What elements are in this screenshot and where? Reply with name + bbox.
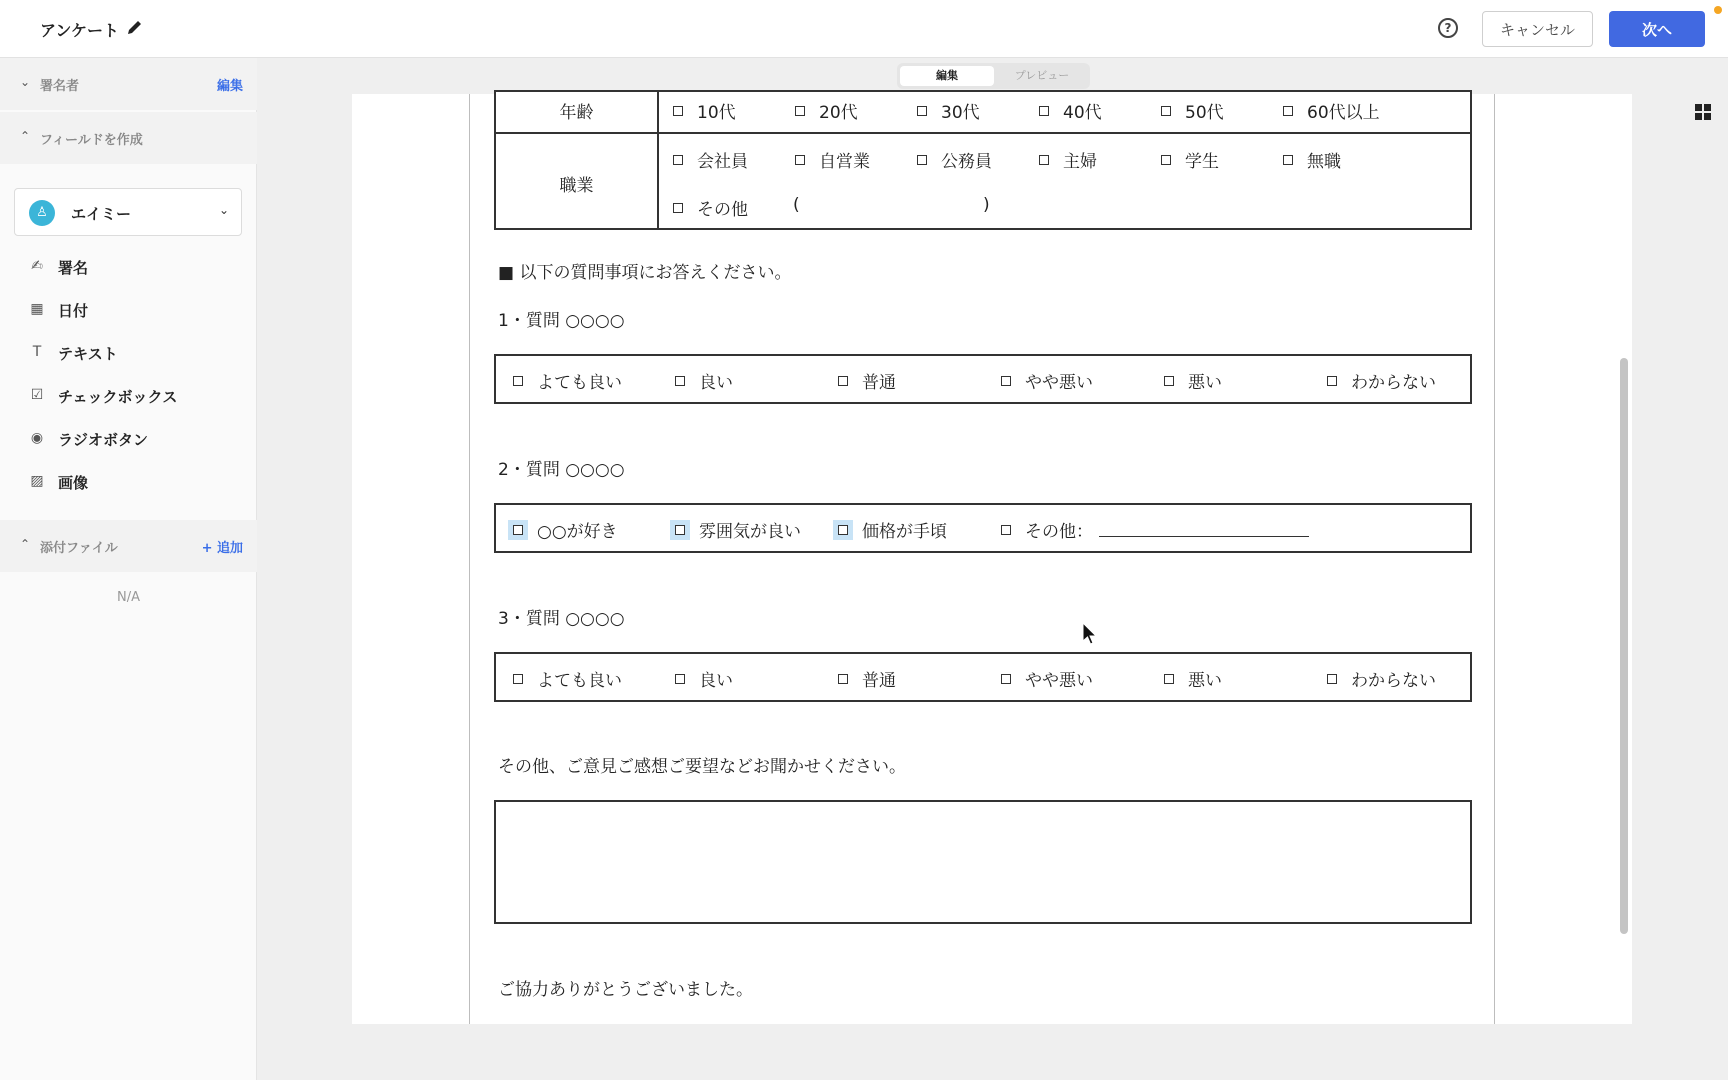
checkbox-icon bbox=[838, 525, 848, 535]
age-label: 年齢 bbox=[559, 103, 594, 123]
question-1-box bbox=[494, 354, 1472, 404]
mouse-cursor-icon bbox=[1082, 622, 1098, 646]
field-type-image[interactable] bbox=[28, 467, 238, 497]
q3-option[interactable]: わからない bbox=[1327, 666, 1436, 691]
field-type-label: 画像 bbox=[58, 474, 89, 492]
q3-option[interactable]: よても良い bbox=[513, 666, 622, 691]
occupation-other-option[interactable]: その他 bbox=[673, 195, 748, 220]
field-type-date[interactable] bbox=[28, 295, 238, 325]
age-option[interactable]: 60代以上 bbox=[1283, 98, 1380, 123]
signer-avatar: ♙ bbox=[29, 200, 55, 226]
checkbox-icon bbox=[513, 674, 523, 684]
document-page[interactable] bbox=[469, 94, 1495, 1024]
calendar-icon: ▦ bbox=[30, 301, 44, 317]
q2-other-underline bbox=[1099, 536, 1309, 537]
thanks-text: ご協力ありがとうございました。 bbox=[498, 980, 753, 1000]
chevron-up-icon: ⌃ bbox=[20, 129, 31, 143]
q3-option[interactable]: 悪い bbox=[1164, 666, 1222, 691]
table-divider bbox=[494, 132, 1472, 134]
checkbox-icon bbox=[1327, 376, 1337, 386]
cancel-button[interactable]: キャンセル bbox=[1482, 11, 1593, 47]
age-option[interactable]: 20代 bbox=[795, 98, 858, 123]
top-bar bbox=[0, 0, 1728, 58]
q2-option[interactable]: 価格が手頃 bbox=[838, 517, 947, 542]
other-paren-open: ( bbox=[793, 195, 800, 215]
age-option[interactable]: 10代 bbox=[673, 98, 736, 123]
checkbox-icon bbox=[1161, 106, 1171, 116]
signature-icon: ✍ bbox=[31, 258, 43, 274]
signer-name: エイミー bbox=[71, 205, 132, 223]
checkbox-icon bbox=[1327, 674, 1337, 684]
q1-option[interactable]: 良い bbox=[675, 368, 733, 393]
checkbox-icon bbox=[795, 155, 805, 165]
checkbox-icon bbox=[513, 376, 523, 386]
attachments-section-header[interactable] bbox=[0, 520, 257, 572]
checkbox-icon bbox=[795, 106, 805, 116]
attachments-section-label: 添付ファイル bbox=[40, 541, 118, 556]
checkbox-icon bbox=[675, 674, 685, 684]
checkbox-icon bbox=[675, 376, 685, 386]
grid-icon[interactable] bbox=[1695, 104, 1711, 120]
q3-option[interactable]: 良い bbox=[675, 666, 733, 691]
checkbox-icon bbox=[838, 376, 848, 386]
help-icon[interactable]: ? bbox=[1438, 18, 1458, 38]
checkbox-icon bbox=[1001, 674, 1011, 684]
chevron-up-icon: ⌃ bbox=[20, 537, 31, 551]
next-button[interactable]: 次へ bbox=[1609, 11, 1705, 47]
occupation-option[interactable]: 無職 bbox=[1283, 147, 1341, 172]
document-canvas[interactable] bbox=[352, 94, 1632, 1024]
age-option[interactable]: 50代 bbox=[1161, 98, 1224, 123]
occupation-option[interactable]: 自営業 bbox=[795, 147, 870, 172]
notification-dot bbox=[1714, 6, 1722, 14]
checkbox-icon bbox=[1039, 155, 1049, 165]
text-field-icon: T bbox=[32, 344, 42, 360]
checkbox-icon bbox=[917, 155, 927, 165]
age-option[interactable]: 40代 bbox=[1039, 98, 1102, 123]
checkbox-icon bbox=[673, 203, 683, 213]
q1-option[interactable]: 普通 bbox=[838, 368, 896, 393]
tab-preview[interactable]: プレビュー bbox=[1014, 69, 1070, 82]
checkbox-icon bbox=[917, 106, 927, 116]
comments-prompt: その他、ご意見ご感想ご要望などお聞かせください。 bbox=[498, 757, 906, 777]
q2-option[interactable]: ○○が好き bbox=[513, 517, 618, 542]
checkbox-icon bbox=[838, 674, 848, 684]
checkbox-icon bbox=[1039, 106, 1049, 116]
field-type-signature[interactable] bbox=[28, 252, 238, 282]
edit-signers-link[interactable]: 編集 bbox=[216, 79, 243, 94]
question-2-title: 2・質問 ○○○○ bbox=[498, 460, 625, 480]
q1-option[interactable]: やや悪い bbox=[1001, 368, 1093, 393]
tab-edit[interactable]: 編集 bbox=[900, 66, 994, 86]
checkbox-icon bbox=[673, 155, 683, 165]
field-type-radio[interactable] bbox=[28, 424, 238, 454]
field-type-checkbox[interactable] bbox=[28, 381, 238, 411]
checkbox-icon bbox=[1001, 376, 1011, 386]
occupation-option[interactable]: 会社員 bbox=[673, 147, 748, 172]
q3-option[interactable]: やや悪い bbox=[1001, 666, 1093, 691]
q2-option[interactable]: 雰囲気が良い bbox=[675, 517, 801, 542]
question-2-box bbox=[494, 503, 1472, 553]
occupation-option[interactable]: 主婦 bbox=[1039, 147, 1097, 172]
checkbox-icon bbox=[675, 525, 685, 535]
checkbox-icon: ☑ bbox=[30, 387, 44, 403]
checkbox-icon bbox=[513, 525, 523, 535]
occupation-option[interactable]: 公務員 bbox=[917, 147, 992, 172]
mode-tabs bbox=[897, 63, 1090, 89]
canvas-scrollbar[interactable] bbox=[1620, 358, 1628, 934]
age-option[interactable]: 30代 bbox=[917, 98, 980, 123]
question-1-title: 1・質問 ○○○○ bbox=[498, 311, 625, 331]
checkbox-icon bbox=[1164, 674, 1174, 684]
checkbox-icon bbox=[1164, 376, 1174, 386]
checkbox-icon bbox=[1283, 106, 1293, 116]
q2-other-option[interactable]: その他： bbox=[1001, 517, 1093, 542]
q1-option[interactable]: 悪い bbox=[1164, 368, 1222, 393]
question-3-title: 3・質問 ○○○○ bbox=[498, 609, 625, 629]
checkbox-icon bbox=[673, 106, 683, 116]
signer-select[interactable] bbox=[14, 188, 242, 236]
comments-box[interactable] bbox=[494, 800, 1472, 924]
create-fields-section-header[interactable] bbox=[0, 112, 257, 164]
field-type-label: チェックボックス bbox=[58, 388, 178, 406]
chevron-down-icon: ⌄ bbox=[218, 203, 229, 217]
other-paren-close: ) bbox=[983, 195, 990, 215]
chevron-down-icon: ⌄ bbox=[20, 75, 31, 89]
questions-intro: ■ 以下の質問事項にお答えください。 bbox=[498, 263, 792, 283]
question-3-box bbox=[494, 652, 1472, 702]
left-sidebar bbox=[0, 58, 257, 1080]
field-type-label: ラジオボタン bbox=[58, 431, 149, 449]
field-type-label: テキスト bbox=[58, 345, 118, 363]
radio-icon: ◉ bbox=[30, 430, 44, 446]
add-attachment-link[interactable]: + 追加 bbox=[201, 541, 243, 556]
pencil-icon[interactable] bbox=[126, 18, 144, 36]
attachments-empty: N/A bbox=[117, 590, 140, 605]
field-type-label: 日付 bbox=[58, 302, 89, 320]
create-fields-section-label: フィールドを作成 bbox=[40, 133, 143, 148]
checkbox-icon bbox=[1001, 525, 1011, 535]
checkbox-icon bbox=[1283, 155, 1293, 165]
q1-option[interactable]: よても良い bbox=[513, 368, 622, 393]
occupation-label: 職業 bbox=[559, 176, 594, 196]
document-title[interactable]: アンケート bbox=[40, 21, 120, 40]
image-icon: ▨ bbox=[30, 473, 44, 489]
q1-option[interactable]: わからない bbox=[1327, 368, 1436, 393]
occupation-option[interactable]: 学生 bbox=[1161, 147, 1219, 172]
checkbox-icon bbox=[1161, 155, 1171, 165]
signers-section-header[interactable] bbox=[0, 58, 257, 110]
table-divider bbox=[657, 90, 659, 230]
q3-option[interactable]: 普通 bbox=[838, 666, 896, 691]
field-type-text[interactable] bbox=[28, 338, 238, 368]
signers-section-label: 署名者 bbox=[40, 79, 80, 94]
field-type-label: 署名 bbox=[58, 259, 89, 277]
